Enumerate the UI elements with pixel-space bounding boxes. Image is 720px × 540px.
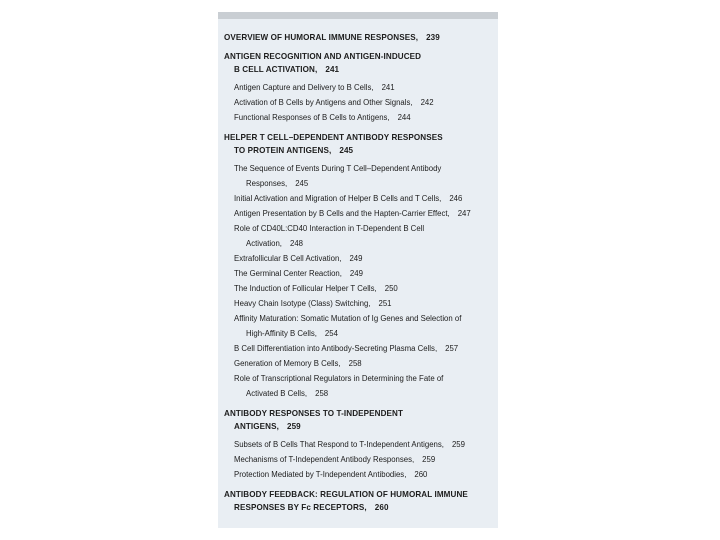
toc-page-number: 258 bbox=[348, 359, 362, 368]
toc-entry bbox=[234, 95, 494, 110]
table-of-contents bbox=[224, 31, 494, 520]
toc-entry-text: The Sequence of Events During T Cell–Dependent Antibody bbox=[234, 164, 442, 173]
toc-entry-line bbox=[234, 371, 494, 386]
toc-page-number: 246 bbox=[449, 194, 463, 203]
toc-entry-text: Extrafollicular B Cell Activation, bbox=[234, 254, 342, 263]
toc-entry-line bbox=[234, 80, 494, 95]
toc-entry-line bbox=[234, 191, 494, 206]
toc-entry-text: High-Affinity B Cells, bbox=[246, 329, 317, 338]
toc-section-text: ANTIBODY FEEDBACK: REGULATION OF HUMORAL IMMUNE bbox=[224, 490, 468, 499]
toc-entry-line bbox=[234, 296, 494, 311]
toc-entry-line bbox=[234, 221, 494, 236]
toc-subsection-list bbox=[234, 80, 494, 125]
toc-entry-line bbox=[234, 356, 494, 371]
toc-entry bbox=[234, 371, 494, 401]
toc-entry-line bbox=[234, 326, 494, 341]
toc-section-heading bbox=[224, 31, 494, 44]
toc-entry-line bbox=[234, 452, 494, 467]
toc-page-number: 250 bbox=[384, 284, 398, 293]
toc-section-line bbox=[224, 50, 494, 63]
toc-entry bbox=[234, 110, 494, 125]
toc-entry-text: Affinity Maturation: Somatic Mutation of Ig Genes and Selection of bbox=[234, 314, 462, 323]
toc-page-number: 239 bbox=[426, 33, 440, 42]
toc-entry-text: B Cell Differentiation into Antibody-Secreting Plasma Cells, bbox=[234, 344, 438, 353]
toc-section-text: HELPER T CELL–DEPENDENT ANTIBODY RESPONSES bbox=[224, 133, 443, 142]
toc-subsection-list bbox=[234, 437, 494, 482]
toc-page-number: 248 bbox=[289, 239, 303, 248]
toc-section-text: B CELL ACTIVATION, bbox=[234, 65, 318, 74]
toc-section-heading bbox=[224, 131, 494, 157]
toc-section-line bbox=[224, 31, 494, 44]
toc-page-number: 241 bbox=[325, 65, 340, 74]
toc-entry bbox=[234, 206, 494, 221]
toc-section-heading bbox=[224, 407, 494, 433]
toc-entry-line bbox=[234, 251, 494, 266]
toc-entry-text: Functional Responses of B Cells to Antigens, bbox=[234, 113, 390, 122]
toc-section-line bbox=[224, 488, 494, 501]
toc-section-text: TO PROTEIN ANTIGENS, bbox=[234, 146, 332, 155]
toc-entry bbox=[234, 356, 494, 371]
toc-entry bbox=[234, 296, 494, 311]
toc-section-text: ANTIGENS, bbox=[234, 422, 279, 431]
toc-entry-line bbox=[234, 176, 494, 191]
toc-entry bbox=[234, 251, 494, 266]
toc-entry-line bbox=[234, 266, 494, 281]
toc-entry-text: Protection Mediated by T-Independent Antibodies, bbox=[234, 470, 407, 479]
toc-page-number: 260 bbox=[414, 470, 428, 479]
toc-entry-line bbox=[234, 281, 494, 296]
toc-entry-text: Antigen Presentation by B Cells and the Hapten-Carrier Effect, bbox=[234, 209, 450, 218]
toc-entry bbox=[234, 437, 494, 452]
toc-entry-line bbox=[234, 467, 494, 482]
toc-page-number: 244 bbox=[397, 113, 411, 122]
toc-entry bbox=[234, 311, 494, 341]
toc-entry bbox=[234, 191, 494, 206]
toc-panel bbox=[218, 12, 498, 528]
toc-page-number: 249 bbox=[349, 269, 363, 278]
toc-page-number: 241 bbox=[381, 83, 395, 92]
toc-entry-line bbox=[234, 341, 494, 356]
toc-entry-text: Initial Activation and Migration of Helper B Cells and T Cells, bbox=[234, 194, 442, 203]
toc-page-number: 251 bbox=[378, 299, 392, 308]
toc-section-line bbox=[224, 420, 494, 433]
toc-section-line bbox=[224, 407, 494, 420]
toc-entry bbox=[234, 266, 494, 281]
toc-section-text: ANTIBODY RESPONSES TO T-INDEPENDENT bbox=[224, 409, 404, 418]
toc-section-line bbox=[224, 63, 494, 76]
toc-subsection-list bbox=[234, 161, 494, 401]
toc-entry-text: Activation, bbox=[246, 239, 282, 248]
toc-entry-text: The Induction of Follicular Helper T Cells, bbox=[234, 284, 377, 293]
toc-entry-text: Subsets of B Cells That Respond to T-Independent Antigens, bbox=[234, 440, 444, 449]
toc-page-number: 254 bbox=[324, 329, 338, 338]
toc-entry-text: Activation of B Cells by Antigens and Other Signals, bbox=[234, 98, 413, 107]
toc-section-text: OVERVIEW OF HUMORAL IMMUNE RESPONSES, bbox=[224, 33, 419, 42]
toc-entry bbox=[234, 161, 494, 191]
toc-entry-text: Role of CD40L:CD40 Interaction in T-Dependent B Cell bbox=[234, 224, 425, 233]
toc-entry bbox=[234, 281, 494, 296]
toc-entry bbox=[234, 452, 494, 467]
toc-section-text: RESPONSES BY Fc RECEPTORS, bbox=[234, 503, 367, 512]
toc-entry-text: Heavy Chain Isotype (Class) Switching, bbox=[234, 299, 371, 308]
toc-entry-line bbox=[234, 236, 494, 251]
toc-entry-line bbox=[234, 161, 494, 176]
toc-section-text: ANTIGEN RECOGNITION AND ANTIGEN-INDUCED bbox=[224, 52, 422, 61]
toc-page-number: 259 bbox=[422, 455, 436, 464]
toc-entry bbox=[234, 221, 494, 251]
toc-page-number: 247 bbox=[457, 209, 471, 218]
toc-page-number: 242 bbox=[420, 98, 434, 107]
toc-entry bbox=[234, 467, 494, 482]
toc-entry-text: Mechanisms of T-Independent Antibody Responses, bbox=[234, 455, 415, 464]
toc-page-number: 258 bbox=[315, 389, 329, 398]
toc-entry-text: The Germinal Center Reaction, bbox=[234, 269, 342, 278]
toc-page-number: 260 bbox=[374, 503, 389, 512]
toc-page-number: 259 bbox=[451, 440, 465, 449]
toc-entry-line bbox=[234, 311, 494, 326]
toc-entry-text: Activated B Cells, bbox=[246, 389, 308, 398]
toc-page-number: 249 bbox=[349, 254, 363, 263]
toc-entry-line bbox=[234, 206, 494, 221]
toc-section-heading bbox=[224, 488, 494, 514]
toc-entry-line bbox=[234, 386, 494, 401]
toc-entry-text: Generation of Memory B Cells, bbox=[234, 359, 341, 368]
toc-page-number: 245 bbox=[295, 179, 309, 188]
toc-section-line bbox=[224, 144, 494, 157]
toc-section-line bbox=[224, 501, 494, 514]
toc-entry bbox=[234, 80, 494, 95]
toc-page-number: 245 bbox=[339, 146, 354, 155]
toc-page-number: 257 bbox=[445, 344, 459, 353]
toc-entry-text: Role of Transcriptional Regulators in Determining the Fate of bbox=[234, 374, 444, 383]
toc-entry-line bbox=[234, 437, 494, 452]
toc-page-number: 259 bbox=[286, 422, 301, 431]
toc-section-line bbox=[224, 131, 494, 144]
toc-entry bbox=[234, 341, 494, 356]
toc-entry-text: Antigen Capture and Delivery to B Cells, bbox=[234, 83, 374, 92]
toc-entry-line bbox=[234, 95, 494, 110]
toc-entry-line bbox=[234, 110, 494, 125]
toc-section-heading bbox=[224, 50, 494, 76]
toc-entry-text: Responses, bbox=[246, 179, 288, 188]
